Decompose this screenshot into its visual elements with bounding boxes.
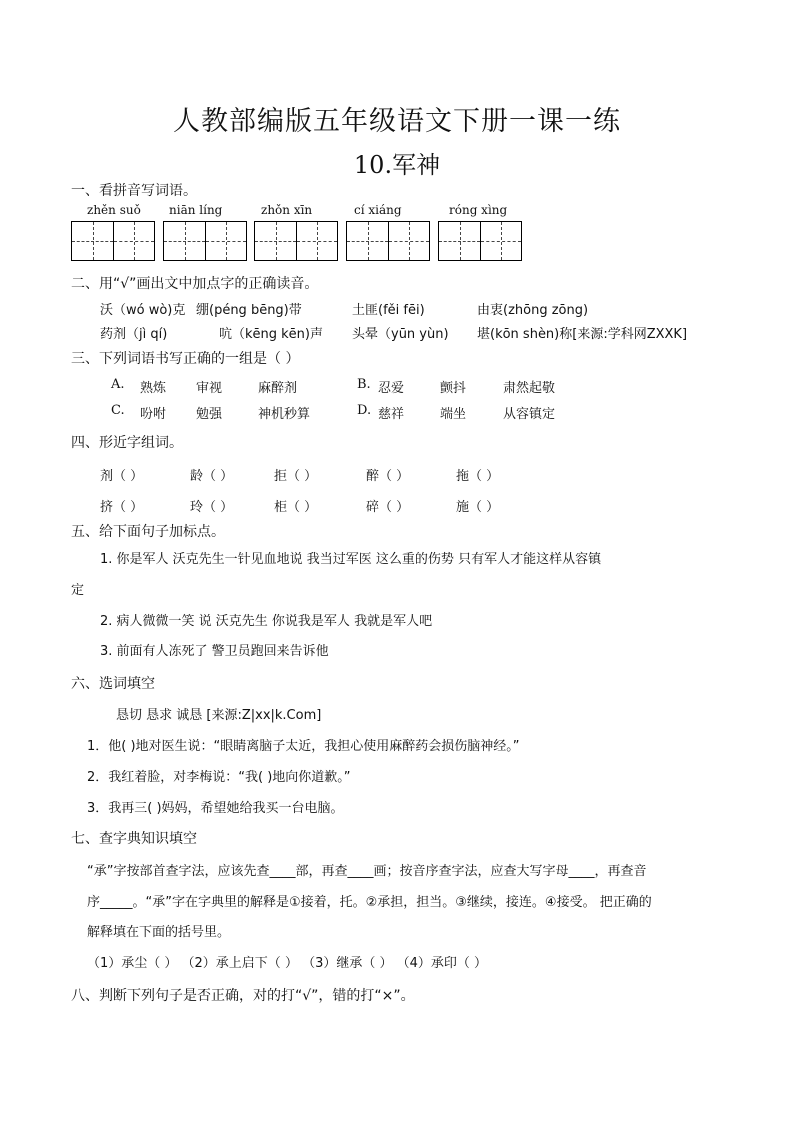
pinyin-2: niān líng [169, 203, 223, 217]
similar-char-item: 醉（ ） [366, 469, 410, 484]
pronunciation-item: 吭（kēng kēn)声 [219, 327, 323, 342]
punctuation-sentence-1: 1. 你是军人 沃克先生一针见血地说 我当过军医 这么重的伤势 只有军人才能这样从容镇 [100, 552, 602, 567]
pinyin-3: zhǒn xīn [261, 203, 313, 217]
dictionary-question-line-3: 解释填在下面的括号里。 [87, 925, 231, 940]
writing-grid-5[interactable] [438, 221, 522, 261]
lesson-title: 10.军神 [353, 151, 441, 179]
writing-grid-3[interactable] [254, 221, 338, 261]
option-c-word: 神机秒算 [258, 407, 311, 422]
writing-grid-1[interactable] [71, 221, 155, 261]
punctuation-sentence-2: 2. 病人微微一笑 说 沃克先生 你说我是军人 我就是军人吧 [100, 614, 433, 629]
similar-char-item: 挤（ ） [100, 500, 144, 515]
section-8-heading: 八、判断下列句子是否正确，对的打“√”，错的打“×”。 [71, 988, 415, 1004]
similar-char-item: 剂（ ） [100, 469, 144, 484]
fill-sentence-3: 3．我再三( )妈妈，希望她给我买一台电脑。 [87, 801, 344, 816]
pinyin-1: zhěn suǒ [87, 203, 141, 217]
option-b-word: 肃然起敬 [503, 381, 556, 396]
section-3-heading: 三、下列词语书写正确的一组是（ ） [71, 351, 300, 367]
similar-char-item: 拒（ ） [274, 469, 318, 484]
fill-sentence-2: 2．我红着脸，对李梅说：“我( )地向你道歉。” [87, 770, 351, 785]
pronunciation-item: 绷(péng bēng)带 [196, 303, 302, 318]
pronunciation-item: 头晕（yūn yùn) [352, 327, 449, 342]
similar-char-item: 碎（ ） [366, 500, 410, 515]
section-5-heading: 五、给下面句子加标点。 [71, 524, 225, 540]
similar-char-item: 施（ ） [456, 500, 500, 515]
pronunciation-item: 土匪(fěi fēi) [352, 303, 425, 318]
section-6-heading: 六、选词填空 [71, 676, 155, 692]
pinyin-5: róng xìng [449, 203, 508, 217]
similar-char-item: 拖（ ） [456, 469, 500, 484]
writing-grid-2[interactable] [163, 221, 247, 261]
option-c-label: C. [111, 403, 125, 418]
word-choices: 恳切 恳求 诚恳 [来源:Z|xx|k.Com] [116, 708, 322, 723]
section-2-heading: 二、用“√”画出文中加点字的正确读音。 [71, 276, 319, 292]
section-4-heading: 四、形近字组词。 [71, 435, 183, 451]
punctuation-sentence-1-cont: 定 [71, 583, 85, 598]
option-b-word: 忍爱 [378, 381, 405, 396]
similar-char-item: 龄（ ） [190, 469, 234, 484]
option-a-label: A. [111, 377, 125, 392]
similar-char-item: 柜（ ） [274, 500, 318, 515]
option-c-word: 吩咐 [140, 407, 167, 422]
option-d-word: 从容镇定 [503, 407, 556, 422]
option-a-word: 麻醉剂 [258, 381, 298, 396]
option-d-word: 端坐 [440, 407, 467, 422]
pinyin-4: cí xiáng [354, 203, 402, 217]
option-b-label: B. [357, 377, 371, 392]
page-title: 人教部编版五年级语文下册一课一练 [173, 106, 621, 137]
option-a-word: 熟炼 [140, 381, 167, 396]
punctuation-sentence-3: 3. 前面有人冻死了 警卫员跑回来告诉他 [100, 644, 329, 659]
fill-sentence-1: 1．他( )地对医生说：“眼睛离脑子太近，我担心使用麻醉药会损伤脑神经。” [87, 739, 520, 754]
pronunciation-item: 由衷(zhōng zōng) [477, 303, 589, 318]
writing-grid-4[interactable] [346, 221, 430, 261]
dictionary-question-line-4: （1）承尘（ ） （2）承上启下（ ） （3）继承（ ） （4）承印（ ） [87, 956, 488, 971]
option-d-label: D. [357, 403, 372, 418]
option-a-word: 审视 [196, 381, 223, 396]
option-d-word: 慈祥 [378, 407, 405, 422]
dictionary-question-line-2: 序_____。“承”字在字典里的解释是①接着，托。②承担，担当。③继续，接连。④接受。 把正确的 [87, 895, 652, 910]
pronunciation-item: 沃（wó wò)克 [100, 303, 186, 318]
dictionary-question-line-1: “承”字按部首查字法，应该先查____部，再查____画；按音序查字法，应查大写字母____，再查音 [87, 864, 647, 879]
section-7-heading: 七、查字典知识填空 [71, 831, 197, 847]
option-b-word: 颤抖 [440, 381, 467, 396]
pronunciation-item: 堪(kōn shèn)称[来源:学科网ZXXK] [477, 327, 688, 342]
option-c-word: 勉强 [196, 407, 223, 422]
section-1-heading: 一、看拼音写词语。 [71, 183, 197, 199]
similar-char-item: 玲（ ） [190, 500, 234, 515]
pronunciation-item: 药剂（jì qí) [100, 327, 168, 342]
